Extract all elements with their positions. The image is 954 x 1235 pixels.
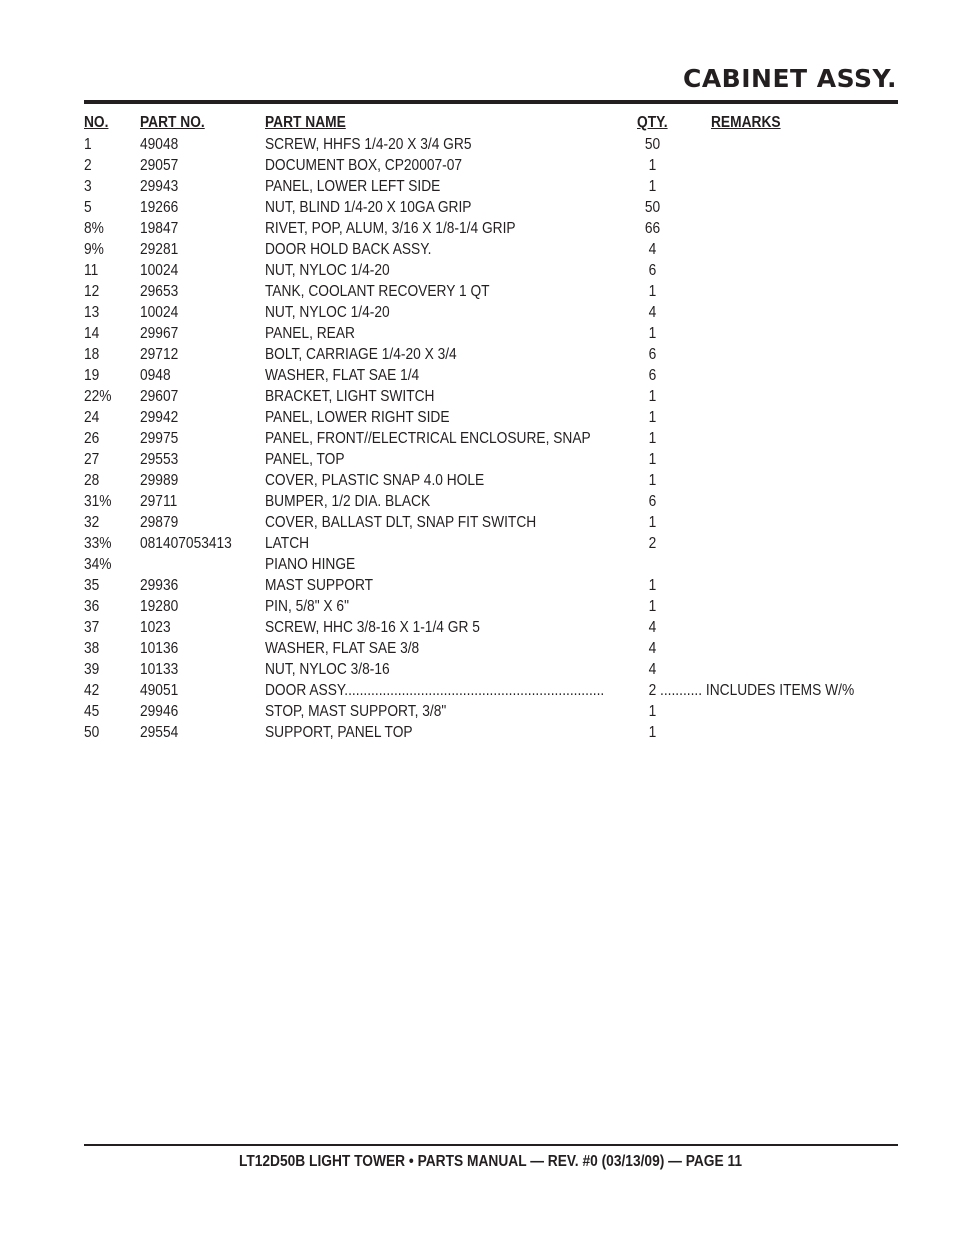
cell-part-no: 29936 xyxy=(140,577,179,594)
table-row xyxy=(0,219,954,240)
cell-part-name: PIANO HINGE xyxy=(265,556,356,573)
cell-part-name: DOCUMENT BOX, CP20007-07 xyxy=(265,157,463,174)
table-row xyxy=(0,198,954,219)
cell-part-no: 49051 xyxy=(140,682,179,699)
cell-part-no: 29653 xyxy=(140,283,179,300)
cell-part-no: 0948 xyxy=(140,367,171,384)
header-part-no: PART NO. xyxy=(140,114,205,131)
cell-qty: 1 xyxy=(648,577,657,594)
cell-part-name: COVER, PLASTIC SNAP 4.0 HOLE xyxy=(265,472,485,489)
cell-part-name: PANEL, LOWER RIGHT SIDE xyxy=(265,409,450,426)
cell-part-no: 29975 xyxy=(140,430,179,447)
cell-qty: 1 xyxy=(648,325,657,342)
cell-no: 26 xyxy=(84,430,100,447)
cell-qty: 66 xyxy=(644,220,661,237)
cell-qty: 6 xyxy=(648,493,657,510)
cell-no: 37 xyxy=(84,619,100,636)
cell-part-no: 29712 xyxy=(140,346,179,363)
cell-part-no: 10024 xyxy=(140,304,179,321)
cell-no: 9% xyxy=(84,241,104,258)
table-row xyxy=(0,240,954,261)
cell-no: 22% xyxy=(84,388,112,405)
cell-part-no: 29057 xyxy=(140,157,179,174)
table-row xyxy=(0,639,954,660)
cell-qty: 6 xyxy=(648,367,657,384)
cell-part-name: SUPPORT, PANEL TOP xyxy=(265,724,413,741)
cell-no: 36 xyxy=(84,598,100,615)
table-row xyxy=(0,345,954,366)
table-row xyxy=(0,555,954,576)
cell-part-name: NUT, BLIND 1/4-20 X 10GA GRIP xyxy=(265,199,472,216)
cell-part-name: STOP, MAST SUPPORT, 3/8" xyxy=(265,703,447,720)
cell-qty: 1 xyxy=(648,598,657,615)
cell-qty: 1 xyxy=(648,514,657,531)
cell-qty: 4 xyxy=(648,619,657,636)
cell-no: 24 xyxy=(84,409,100,426)
table-row xyxy=(0,450,954,471)
footer-divider xyxy=(84,1144,898,1146)
cell-part-no: 10133 xyxy=(140,661,179,678)
cell-qty: 4 xyxy=(648,241,657,258)
cell-no: 8% xyxy=(84,220,104,237)
cell-part-name: DOOR ASSY.................................................................... xyxy=(265,682,605,699)
cell-qty: 2 xyxy=(648,535,657,552)
cell-part-name: BOLT, CARRIAGE 1/4-20 X 3/4 xyxy=(265,346,457,363)
page-title: CABINET ASSY. xyxy=(682,64,897,93)
table-row xyxy=(0,702,954,723)
cell-part-no: 1023 xyxy=(140,619,171,636)
cell-part-no: 10136 xyxy=(140,640,179,657)
header-remarks: REMARKS xyxy=(711,114,781,131)
cell-part-name: BUMPER, 1/2 DIA. BLACK xyxy=(265,493,431,510)
cell-no: 38 xyxy=(84,640,100,657)
cell-qty: 1 xyxy=(648,388,657,405)
cell-part-no: 49048 xyxy=(140,136,179,153)
cell-no: 3 xyxy=(84,178,92,195)
cell-qty: 4 xyxy=(648,640,657,657)
cell-part-no: 19847 xyxy=(140,220,179,237)
cell-part-no: 19266 xyxy=(140,199,179,216)
cell-qty: 6 xyxy=(648,262,657,279)
cell-part-no: 29553 xyxy=(140,451,179,468)
cell-part-name: WASHER, FLAT SAE 1/4 xyxy=(265,367,420,384)
title-divider xyxy=(84,100,898,104)
cell-part-no: 29879 xyxy=(140,514,179,531)
cell-part-name: RIVET, POP, ALUM, 3/16 X 1/8-1/4 GRIP xyxy=(265,220,516,237)
table-row xyxy=(0,513,954,534)
table-row xyxy=(0,408,954,429)
table-row xyxy=(0,177,954,198)
cell-no: 12 xyxy=(84,283,100,300)
cell-part-name: COVER, BALLAST DLT, SNAP FIT SWITCH xyxy=(265,514,537,531)
cell-qty: 1 xyxy=(648,157,657,174)
table-row xyxy=(0,618,954,639)
cell-qty: 1 xyxy=(648,178,657,195)
table-row xyxy=(0,534,954,555)
table-row xyxy=(0,576,954,597)
table-header xyxy=(0,114,954,134)
cell-part-no: 29554 xyxy=(140,724,179,741)
cell-qty: 2 xyxy=(648,682,657,699)
cell-part-name: NUT, NYLOC 1/4-20 xyxy=(265,304,390,321)
cell-no: 35 xyxy=(84,577,100,594)
cell-part-no: 29711 xyxy=(140,493,178,510)
cell-no: 33% xyxy=(84,535,112,552)
footer-text: LT12D50B LIGHT TOWER • PARTS MANUAL — REV. #0 (03/13/09) — PAGE 11 xyxy=(239,1153,743,1170)
cell-part-no: 081407053413 xyxy=(140,535,232,552)
table-row xyxy=(0,723,954,744)
cell-no: 18 xyxy=(84,346,100,363)
table-row xyxy=(0,660,954,681)
cell-qty: 1 xyxy=(648,724,657,741)
table-row xyxy=(0,324,954,345)
cell-qty: 1 xyxy=(648,283,657,300)
cell-part-name: MAST SUPPORT xyxy=(265,577,374,594)
cell-part-no: 29967 xyxy=(140,325,179,342)
table-row xyxy=(0,429,954,450)
cell-part-no: 19280 xyxy=(140,598,179,615)
cell-qty: 6 xyxy=(648,346,657,363)
cell-part-no: 29607 xyxy=(140,388,179,405)
parts-table xyxy=(0,135,954,744)
cell-no: 19 xyxy=(84,367,100,384)
table-row xyxy=(0,387,954,408)
cell-no: 11 xyxy=(84,262,99,279)
table-row xyxy=(0,681,954,702)
cell-no: 13 xyxy=(84,304,100,321)
cell-part-name: BRACKET, LIGHT SWITCH xyxy=(265,388,435,405)
header-part-name: PART NAME xyxy=(265,114,346,131)
cell-no: 32 xyxy=(84,514,100,531)
cell-no: 31% xyxy=(84,493,112,510)
cell-no: 28 xyxy=(84,472,100,489)
cell-qty: 1 xyxy=(648,430,657,447)
cell-part-name: DOOR HOLD BACK ASSY. xyxy=(265,241,432,258)
cell-part-no: 29989 xyxy=(140,472,179,489)
cell-qty: 1 xyxy=(648,451,657,468)
cell-qty: 50 xyxy=(644,136,661,153)
cell-qty: 4 xyxy=(648,661,657,678)
cell-no: 42 xyxy=(84,682,100,699)
cell-part-no: 10024 xyxy=(140,262,179,279)
cell-part-no: 29946 xyxy=(140,703,179,720)
cell-no: 39 xyxy=(84,661,100,678)
cell-part-name: PANEL, TOP xyxy=(265,451,345,468)
cell-no: 5 xyxy=(84,199,92,216)
table-row xyxy=(0,156,954,177)
cell-part-no: 29943 xyxy=(140,178,179,195)
table-row xyxy=(0,261,954,282)
cell-part-name: PANEL, REAR xyxy=(265,325,355,342)
cell-no: 34% xyxy=(84,556,112,573)
table-row xyxy=(0,597,954,618)
cell-part-name: PANEL, LOWER LEFT SIDE xyxy=(265,178,441,195)
cell-qty: 1 xyxy=(648,703,657,720)
cell-remarks: ........... INCLUDES ITEMS W/% xyxy=(660,682,855,699)
cell-part-name: NUT, NYLOC 3/8-16 xyxy=(265,661,390,678)
table-row xyxy=(0,366,954,387)
cell-part-name: TANK, COOLANT RECOVERY 1 QT xyxy=(265,283,490,300)
cell-qty: 50 xyxy=(644,199,661,216)
table-row xyxy=(0,492,954,513)
cell-qty: 1 xyxy=(648,472,657,489)
cell-part-name: SCREW, HHFS 1/4-20 X 3/4 GR5 xyxy=(265,136,472,153)
cell-no: 1 xyxy=(84,136,92,153)
cell-no: 27 xyxy=(84,451,100,468)
cell-qty: 1 xyxy=(648,409,657,426)
cell-part-name: WASHER, FLAT SAE 3/8 xyxy=(265,640,420,657)
table-row xyxy=(0,135,954,156)
cell-no: 45 xyxy=(84,703,100,720)
cell-no: 50 xyxy=(84,724,100,741)
cell-no: 14 xyxy=(84,325,100,342)
header-no: NO. xyxy=(84,114,109,131)
cell-part-name: PANEL, FRONT//ELECTRICAL ENCLOSURE, SNAP xyxy=(265,430,591,447)
cell-part-name: PIN, 5/8" X 6" xyxy=(265,598,349,615)
header-qty: QTY. xyxy=(637,114,668,131)
table-row xyxy=(0,303,954,324)
cell-no: 2 xyxy=(84,157,92,174)
cell-part-name: LATCH xyxy=(265,535,310,552)
cell-part-name: SCREW, HHC 3/8-16 X 1-1/4 GR 5 xyxy=(265,619,480,636)
table-row xyxy=(0,282,954,303)
cell-part-no: 29281 xyxy=(140,241,179,258)
table-row xyxy=(0,471,954,492)
page-footer xyxy=(84,1153,898,1171)
cell-part-no: 29942 xyxy=(140,409,179,426)
cell-part-name: NUT, NYLOC 1/4-20 xyxy=(265,262,390,279)
cell-qty: 4 xyxy=(648,304,657,321)
